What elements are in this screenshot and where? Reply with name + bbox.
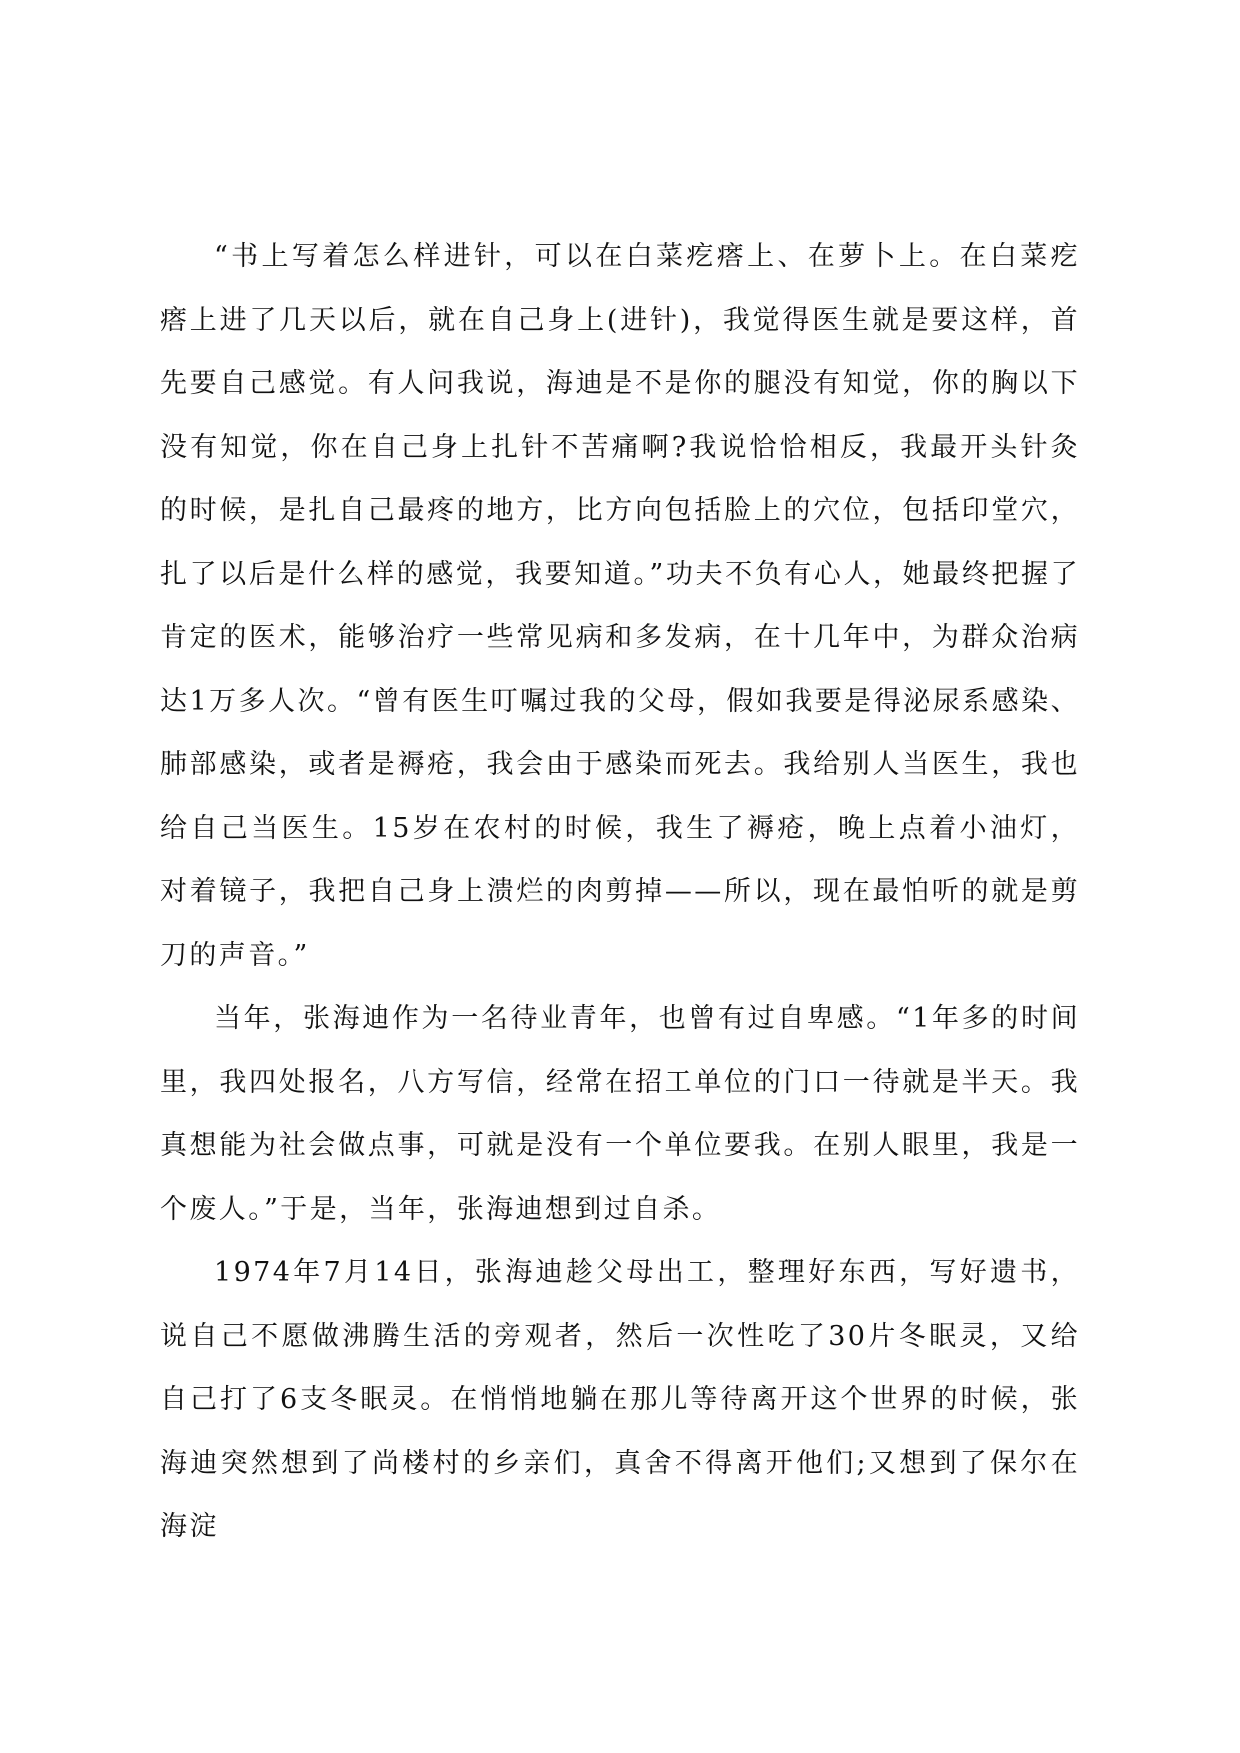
body-text — [160, 225, 1080, 1559]
paragraph-1: “书上写着怎么样进针，可以在白菜疙瘩上、在萝卜上。在白菜疙瘩上进了几天以后，就在自己身上(进针)，我觉得医生就是要这样，首先要自己感觉。有人问我说，海迪是不是你的腿没有知觉，你的胸以下没有知觉，你在自己身上扎针不苦痛啊?我说恰恰相反，我最开头针灸的时候，是扎自己最疼的地方，比方向包括脸上的穴位，包括印堂穴，扎了以后是什么样的感觉，我要知道。”功夫不负有心人，她最终把握了肯定的医术，能够治疗一些常见病和多发病，在十几年中，为群众治病达1万多人次。“曾有医生叮嘱过我的父母，假如我要是得泌尿系感染、肺部感染，或者是褥疮，我会由于感染而死去。我给别人当医生，我也给自己当医生。15岁在农村的时候，我生了褥疮，晚上点着小油灯，对着镜子，我把自己身上溃烂的肉剪掉——所以，现在最怕听的就是剪刀的声音。” — [160, 241, 1080, 971]
paragraph-3: 1974年7月14日，张海迪趁父母出工，整理好东西，写好遗书，说自己不愿做沸腾生活的旁观者，然后一次性吃了30片冬眠灵，又给自己打了6支冬眠灵。在悄悄地躺在那儿等待离开这个世界的时候，张海迪突然想到了尚楼村的乡亲们，真舍不得离开他们;又想到了保尔在海淀 — [160, 1257, 1080, 1542]
paragraph-2: 当年，张海迪作为一名待业青年，也曾有过自卑感。“1年多的时间里，我四处报名，八方写信，经常在招工单位的门口一待就是半天。我真想能为社会做点事，可就是没有一个单位要我。在别人眼里，我是一个废人。”于是，当年，张海迪想到过自杀。 — [160, 1003, 1080, 1225]
